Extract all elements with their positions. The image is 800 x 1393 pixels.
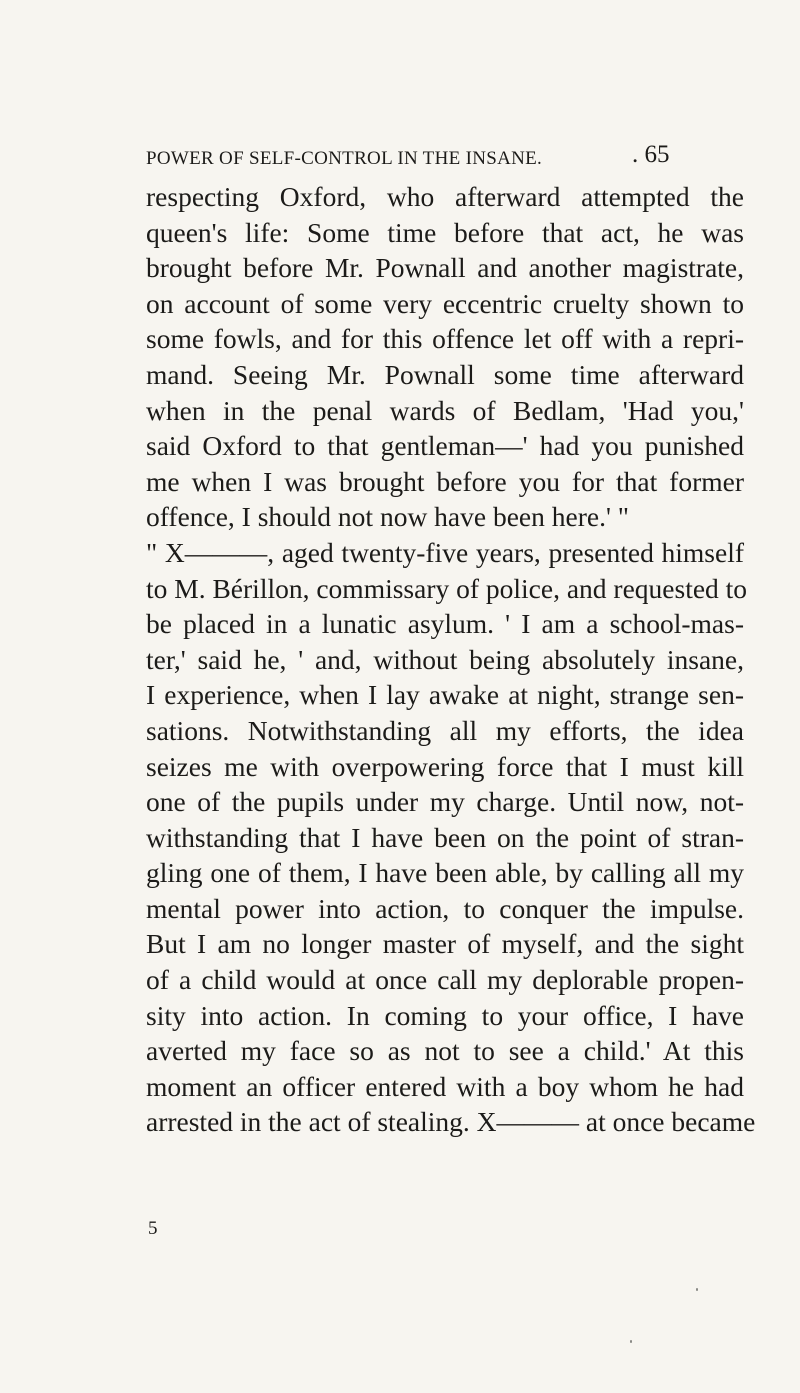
text-line: But I am no longer master of myself, and the sight [146, 928, 744, 960]
running-head-title: POWER OF SELF-CONTROL IN THE INSANE. [146, 148, 543, 169]
text-line: one of the pupils under my charge. Until now, not- [146, 786, 744, 818]
text-line: some fowls, and for this offence let off with a repri- [146, 323, 744, 355]
text-line: sations. Notwithstanding all my efforts, the idea [146, 714, 744, 746]
text-line: sity into action. In coming to your office, I have [146, 999, 744, 1031]
text-line: said Oxford to that gentleman—' had you punished [146, 430, 744, 462]
text-line: on account of some very eccentric cruelty shown to [146, 287, 744, 319]
text-line: offence, I should not now have been here.' " [146, 501, 630, 533]
text-line: I experience, when I lay awake at night, strange sen- [146, 679, 744, 711]
signature-mark: 5 [148, 1218, 158, 1239]
text-line: moment an officer entered with a boy whom he had [146, 1070, 744, 1102]
text-line: arrested in the act of stealing. X——— at once became [146, 1106, 756, 1138]
text-line: withstanding that I have been on the point of stran- [146, 821, 744, 853]
scan-speck [696, 1288, 698, 1291]
text-line: queen's life: Some time before that act, he was [146, 216, 744, 248]
text-line: to M. Bérillon, commissary of police, and requested to [146, 572, 748, 604]
text-line: gling one of them, I have been able, by calling all my [146, 857, 744, 889]
text-line: mand. Seeing Mr. Pownall some time afterward [146, 358, 744, 390]
page-number: . 65 [632, 141, 670, 168]
text-line: ter,' said he, ' and, without being absolutely insane, [146, 643, 744, 675]
body-text [146, 179, 756, 1140]
text-line: seizes me with overpowering force that I must kill [146, 750, 744, 782]
text-line: mental power into action, to conquer the impulse. [146, 892, 744, 924]
text-line: averted my face so as not to see a child.' At this [146, 1035, 744, 1067]
text-line: brought before Mr. Pownall and another magistrate, [146, 252, 744, 284]
scan-speck [630, 1340, 632, 1343]
text-line: be placed in a lunatic asylum. ' I am a school-mas- [146, 608, 744, 640]
text-line: respecting Oxford, who afterward attempted the [146, 181, 744, 212]
text-line: of a child would at once call my deplorable propen- [146, 964, 744, 996]
text-line: when in the penal wards of Bedlam, 'Had you,' [146, 394, 744, 426]
text-line: me when I was brought before you for that former [146, 465, 744, 497]
text-line: " X———, aged twenty-five years, presented himself [146, 536, 744, 568]
